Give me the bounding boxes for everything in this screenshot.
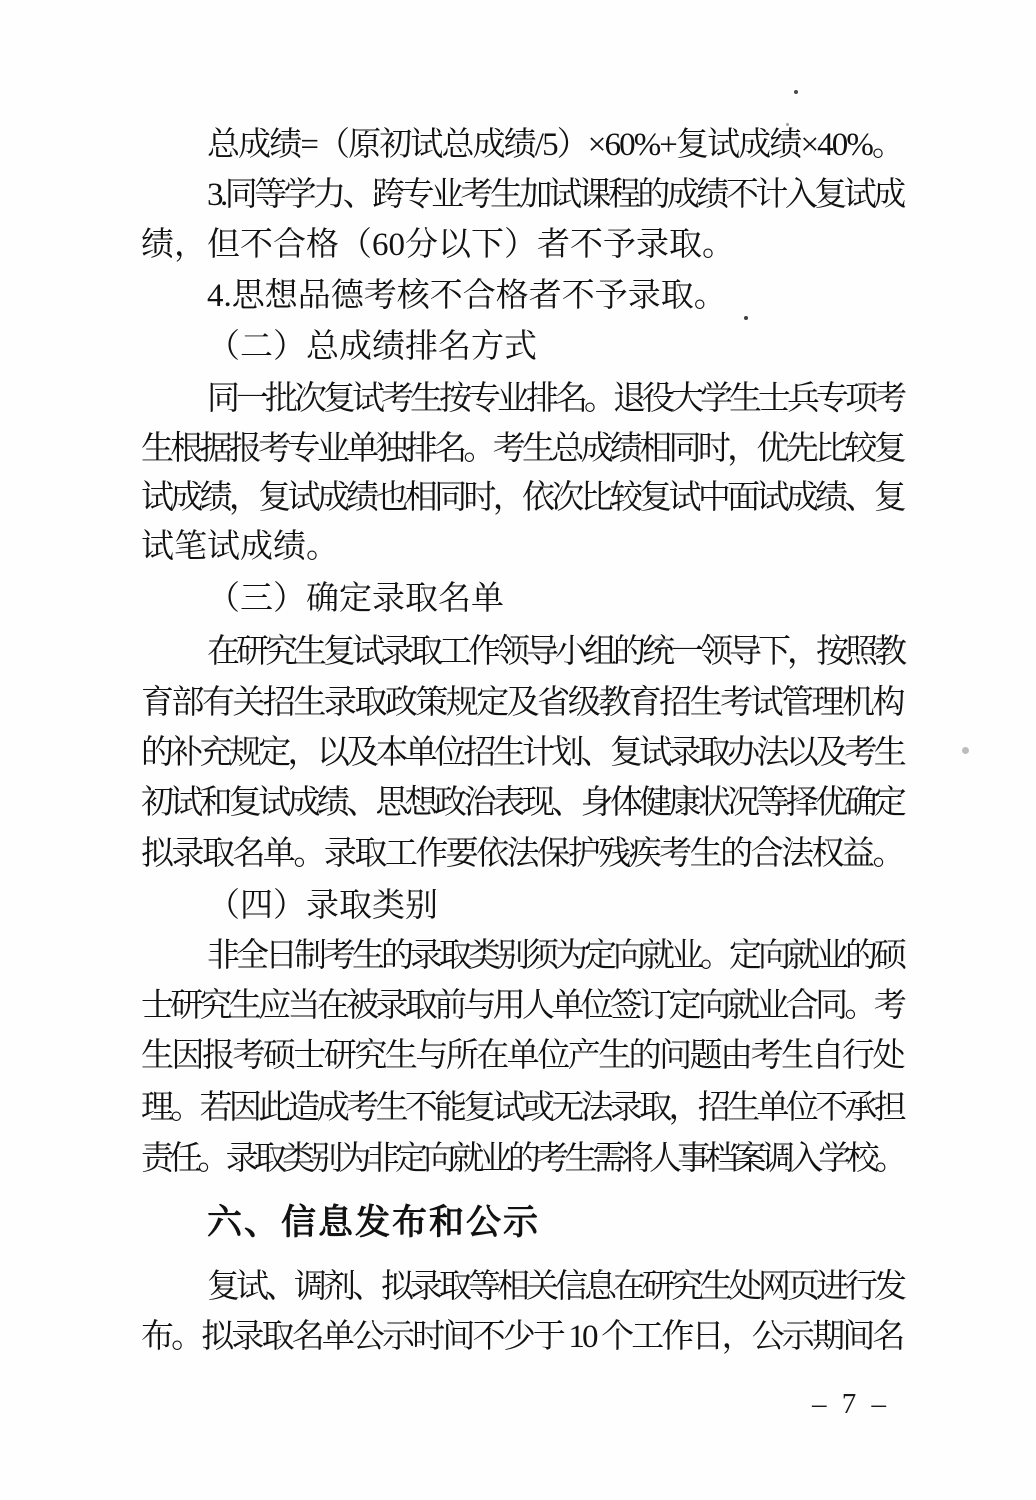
text-line: 的补充规定，以及本单位招生计划、复试录取办法以及考生 [141, 735, 903, 771]
section-heading: 六、信息发布和公示 [207, 1203, 541, 1242]
text-line: 同一批次复试考生按专业排名。退役大学生士兵专项考 [207, 381, 903, 417]
text-line: 士研究生应当在被录取前与用人单位签订定向就业合同。考 [141, 988, 903, 1024]
scan-speck [962, 747, 969, 754]
text-line: 复试、调剂、拟录取等相关信息在研究生处网页进行发 [207, 1269, 903, 1305]
text-line: 责任。录取类别为非定向就业的考生需将人事档案调入学校。 [141, 1141, 904, 1177]
text-line: 4.思想品德考核不合格者不予录取。 [207, 278, 727, 314]
text-line: 试笔试成绩。 [141, 529, 339, 565]
text-line: 布。拟录取名单公示时间不少于 10 个工作日，公示期间名 [141, 1319, 903, 1355]
text-line: 非全日制考生的录取类别须为定向就业。定向就业的硕 [207, 938, 903, 974]
scan-speck [744, 316, 748, 320]
text-line: 生因报考硕士研究生与所在单位产生的问题由考生自行处 [141, 1038, 904, 1074]
text-line: 3.同等学力、跨专业考生加试课程的成绩不计入复试成 [207, 177, 903, 213]
text-line: 初试和复试成绩、思想政治表现、身体健康状况等择优确定 [141, 785, 903, 821]
text-line: （三）确定录取名单 [207, 581, 504, 617]
page-number: – 7 – [812, 1388, 890, 1420]
text-line: 理。若因此造成考生不能复试或无法录取，招生单位不承担 [141, 1090, 903, 1126]
text-line: 在研究生复试录取工作领导小组的统一领导下，按照教 [207, 634, 903, 670]
scan-speck [794, 90, 798, 94]
scan-speck [786, 123, 789, 126]
text-line: 总成绩=（原初试总成绩/5）×60%+复试成绩×40%。 [207, 127, 904, 163]
text-line: 育部有关招生录取政策规定及省级教育招生考试管理机构 [141, 685, 904, 721]
text-line: 拟录取名单。录取工作要依法保护残疾考生的合法权益。 [141, 836, 904, 872]
text-line: 绩，但不合格（60分以下）者不予录取。 [141, 227, 735, 263]
text-line: 生根据报考专业单独排名。考生总成绩相同时，优先比较复 [141, 431, 903, 467]
text-line: （二）总成绩排名方式 [207, 329, 537, 365]
text-line: 试成绩，复试成绩也相同时，依次比较复试中面试成绩、复 [141, 480, 903, 516]
text-line: （四）录取类别 [207, 888, 438, 924]
